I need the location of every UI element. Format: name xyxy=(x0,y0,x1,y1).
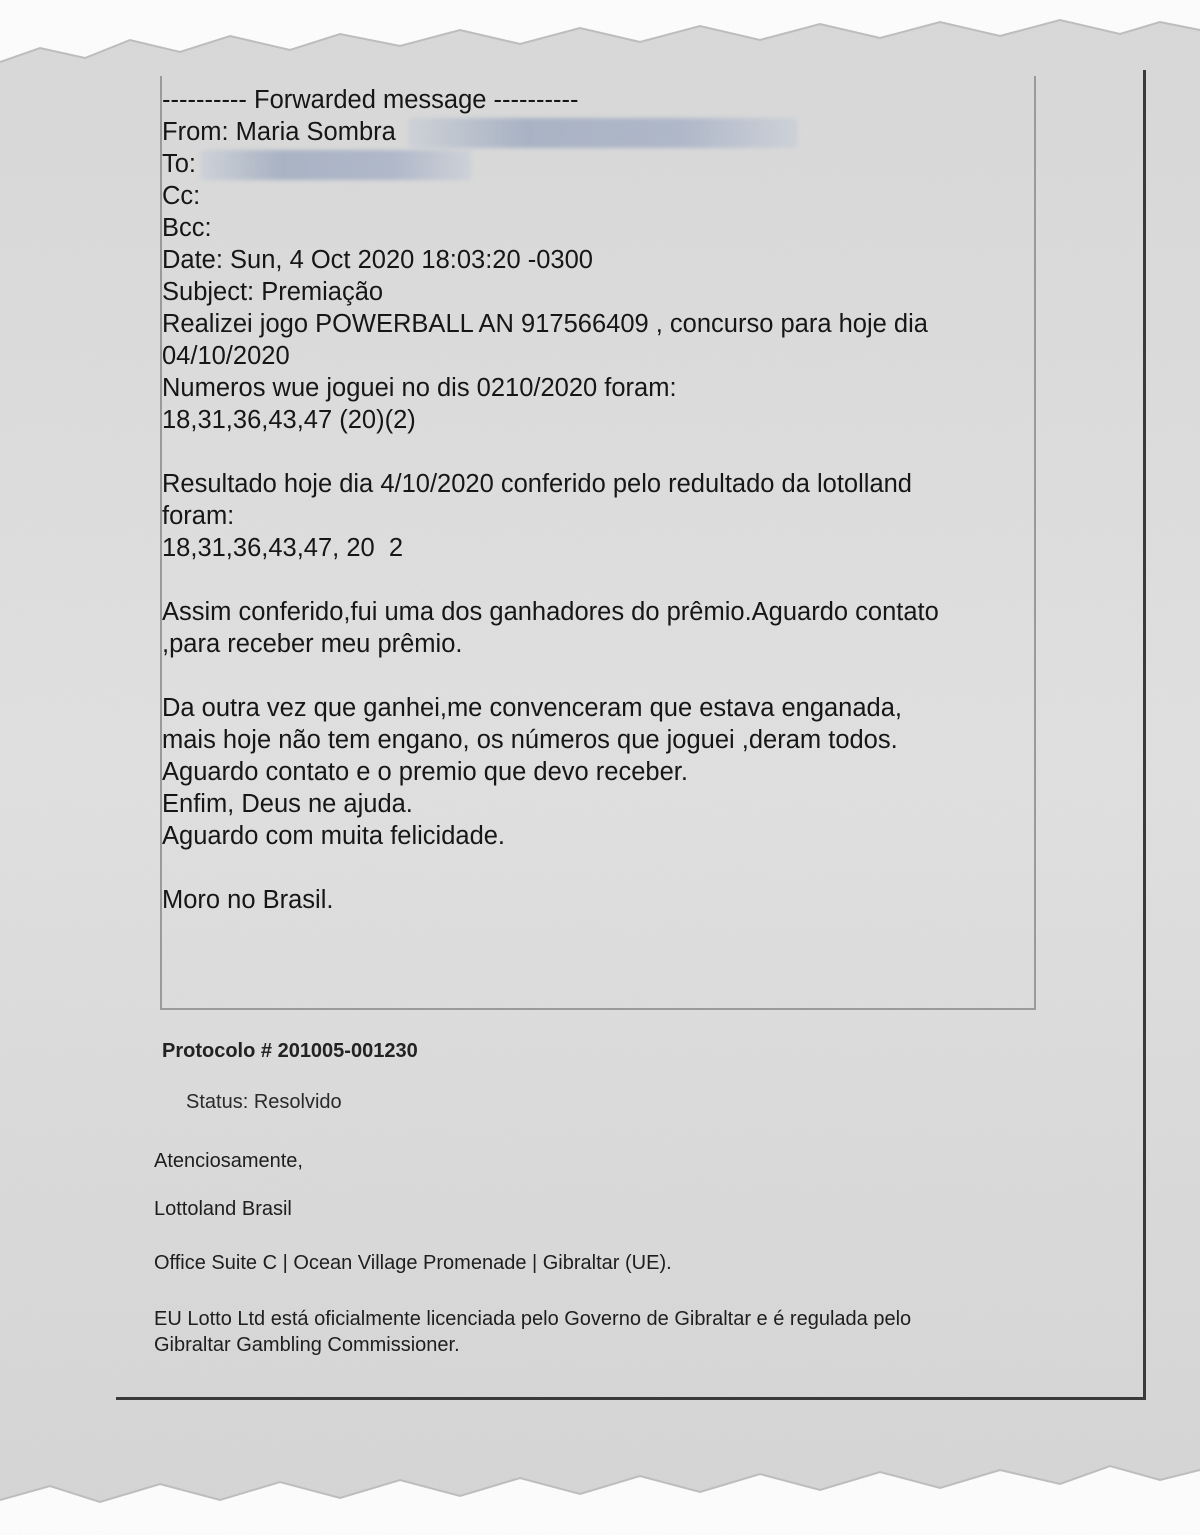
subject-line: Subject: Premiação xyxy=(162,278,384,306)
body-blank-line xyxy=(162,852,1032,884)
from-label: From: Maria Sombra xyxy=(162,118,396,146)
body-line: mais hoje não tem engano, os números que joguei ,deram todos. xyxy=(162,726,898,754)
license-line: EU Lotto Ltd está oficialmente licenciada pelo Governo de Gibraltar e é regulada pelo xyxy=(154,1308,912,1330)
body-line: Resultado hoje dia 4/10/2020 conferido pelo redultado da lotolland xyxy=(162,470,912,498)
body-line: foram: xyxy=(162,502,235,530)
ticket-status: Status: Resolvido xyxy=(186,1091,342,1113)
body-blank-line xyxy=(162,436,1032,468)
to-label: To: xyxy=(162,150,197,178)
company-name: Lottoland Brasil xyxy=(154,1198,292,1220)
body-line: 18,31,36,43,47, 20 2 xyxy=(162,534,404,562)
body-line: Assim conferido,fui uma dos ganhadores do prêmio.Aguardo contato xyxy=(162,598,939,626)
body-blank-line xyxy=(162,660,1032,692)
license-line: Gibraltar Gambling Commissioner. xyxy=(154,1334,460,1356)
redacted-to-address xyxy=(200,150,472,180)
date-line: Date: Sun, 4 Oct 2020 18:03:20 -0300 xyxy=(162,246,593,274)
cc-line: Cc: xyxy=(162,182,201,210)
license-notice xyxy=(154,1306,1054,1358)
to-line xyxy=(162,148,1032,180)
body-line: Numeros wue joguei no dis 0210/2020 foram: xyxy=(162,374,677,402)
closing-greeting: Atenciosamente, xyxy=(154,1150,303,1172)
from-line xyxy=(162,116,1032,148)
body-line: Aguardo com muita felicidade. xyxy=(162,822,506,850)
company-address: Office Suite C | Ocean Village Promenade | Gibraltar (UE). xyxy=(154,1252,672,1274)
body-line: Realizei jogo POWERBALL AN 917566409 , concurso para hoje dia xyxy=(162,310,928,338)
forward-header: ---------- Forwarded message ---------- xyxy=(162,86,579,114)
protocol-number: Protocolo # 201005-001230 xyxy=(162,1040,418,1062)
redacted-from-address xyxy=(408,118,798,148)
body-line: ,para receber meu prêmio. xyxy=(162,630,463,658)
body-line: Aguardo contato e o premio que devo receber. xyxy=(162,758,688,786)
body-line: Moro no Brasil. xyxy=(162,886,334,914)
body-line: 18,31,36,43,47 (20)(2) xyxy=(162,406,416,434)
forwarded-email xyxy=(162,84,1032,916)
body-line: 04/10/2020 xyxy=(162,342,290,370)
body-line: Da outra vez que ganhei,me convenceram que estava enganada, xyxy=(162,694,902,722)
bcc-line: Bcc: xyxy=(162,214,212,242)
body-line: Enfim, Deus ne ajuda. xyxy=(162,790,413,818)
body-blank-line xyxy=(162,564,1032,596)
